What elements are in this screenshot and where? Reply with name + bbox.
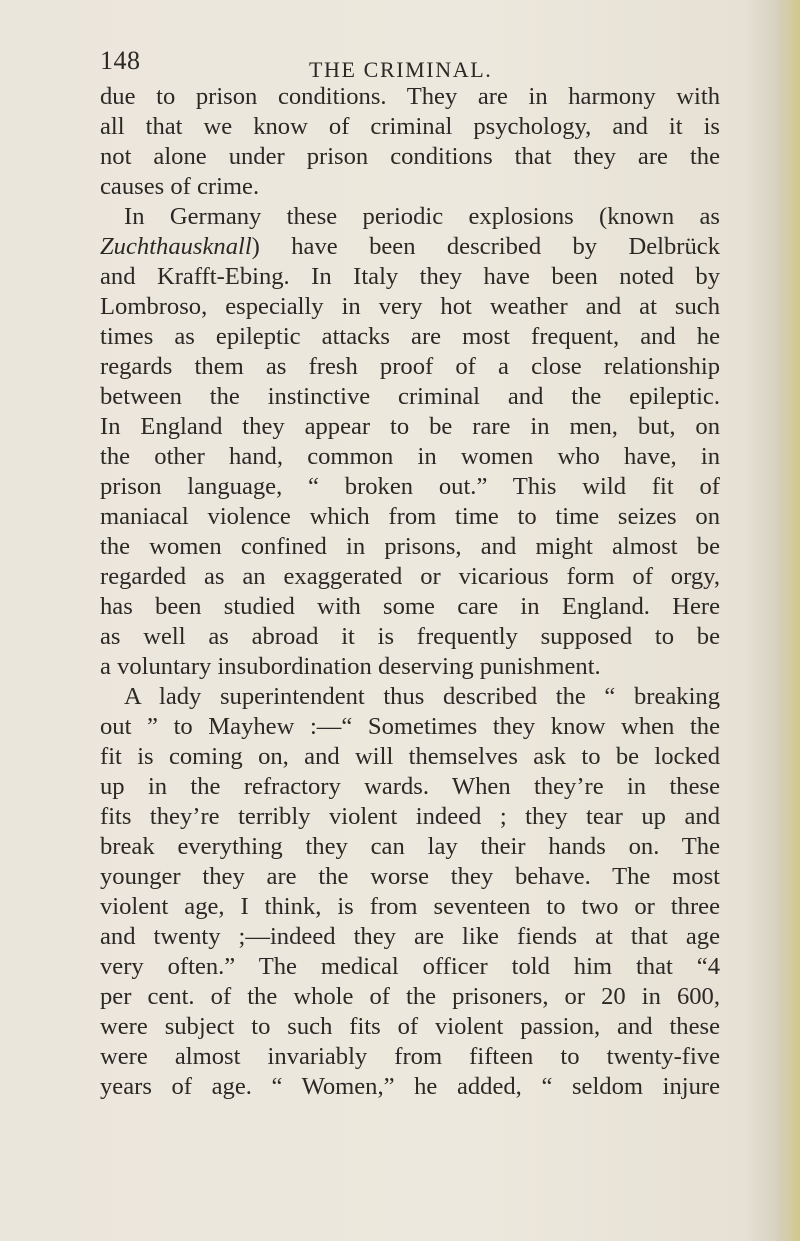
text-line: maniacal violence which from time to time seizes on [100, 503, 720, 530]
text-line: very often.” The medical officer told him that “4 [100, 953, 720, 980]
text-line: per cent. of the whole of the prisoners, or 20 in 600, [100, 983, 720, 1010]
text-line: were subject to such fits of violent passion, and these [100, 1013, 720, 1040]
text-line: A lady superintendent thus described the “ breaking [124, 683, 720, 710]
text-line: not alone under prison conditions that they are the [100, 143, 720, 170]
text-line: between the instinctive criminal and the epileptic. [100, 383, 720, 410]
text-line: due to prison conditions. They are in harmony with [100, 83, 720, 110]
text-line: out ” to Mayhew :—“ Sometimes they know when the [100, 713, 720, 740]
body-text [100, 82, 720, 1102]
text-line: Zuchthausknall) have been described by Delbrück [100, 233, 720, 260]
text-line: fit is coming on, and will themselves ask to be locked [100, 743, 720, 770]
text-line: were almost invariably from fifteen to twenty-five [100, 1043, 720, 1070]
text-line: and twenty ;—indeed they are like fiends at that age [100, 923, 720, 950]
text-line: In Germany these periodic explosions (known as [124, 203, 720, 230]
text-line: and Krafft-Ebing. In Italy they have been noted by [100, 263, 720, 290]
text-line: prison language, “ broken out.” This wild fit of [100, 473, 720, 500]
text-line: the other hand, common in women who have, in [100, 443, 720, 470]
text-line: as well as abroad it is frequently supposed to be [100, 623, 720, 650]
page-header [0, 46, 800, 86]
text-line: up in the refractory wards. When they’re in these [100, 773, 720, 800]
text-line: regarded as an exaggerated or vicarious form of orgy, [100, 563, 720, 590]
text-line: younger they are the worse they behave. The most [100, 863, 720, 890]
text-line: regards them as fresh proof of a close relationship [100, 353, 720, 380]
text-line: all that we know of criminal psychology, and it is [100, 113, 720, 140]
text-line: a voluntary insubordination deserving punishment. [100, 653, 601, 680]
running-head: THE CRIMINAL. [309, 57, 493, 82]
text-line: times as epileptic attacks are most frequent, and he [100, 323, 720, 350]
text-line: fits they’re terribly violent indeed ; they tear up and [100, 803, 720, 830]
text-line: the women confined in prisons, and might almost be [100, 533, 720, 560]
page-number: 148 [100, 46, 141, 75]
italic-term: Zuchthausknall [100, 233, 252, 260]
text-line: In England they appear to be rare in men, but, on [100, 413, 720, 440]
text-line: Lombroso, especially in very hot weather and at such [100, 293, 720, 320]
text-line: has been studied with some care in England. Here [100, 593, 720, 620]
page-edge-stain [774, 0, 800, 1241]
text-line: causes of crime. [100, 173, 260, 200]
text-line: break everything they can lay their hands on. The [100, 833, 720, 860]
text-line: years of age. “ Women,” he added, “ seldom injure [100, 1073, 720, 1100]
text-line: violent age, I think, is from seventeen to two or three [100, 893, 720, 920]
